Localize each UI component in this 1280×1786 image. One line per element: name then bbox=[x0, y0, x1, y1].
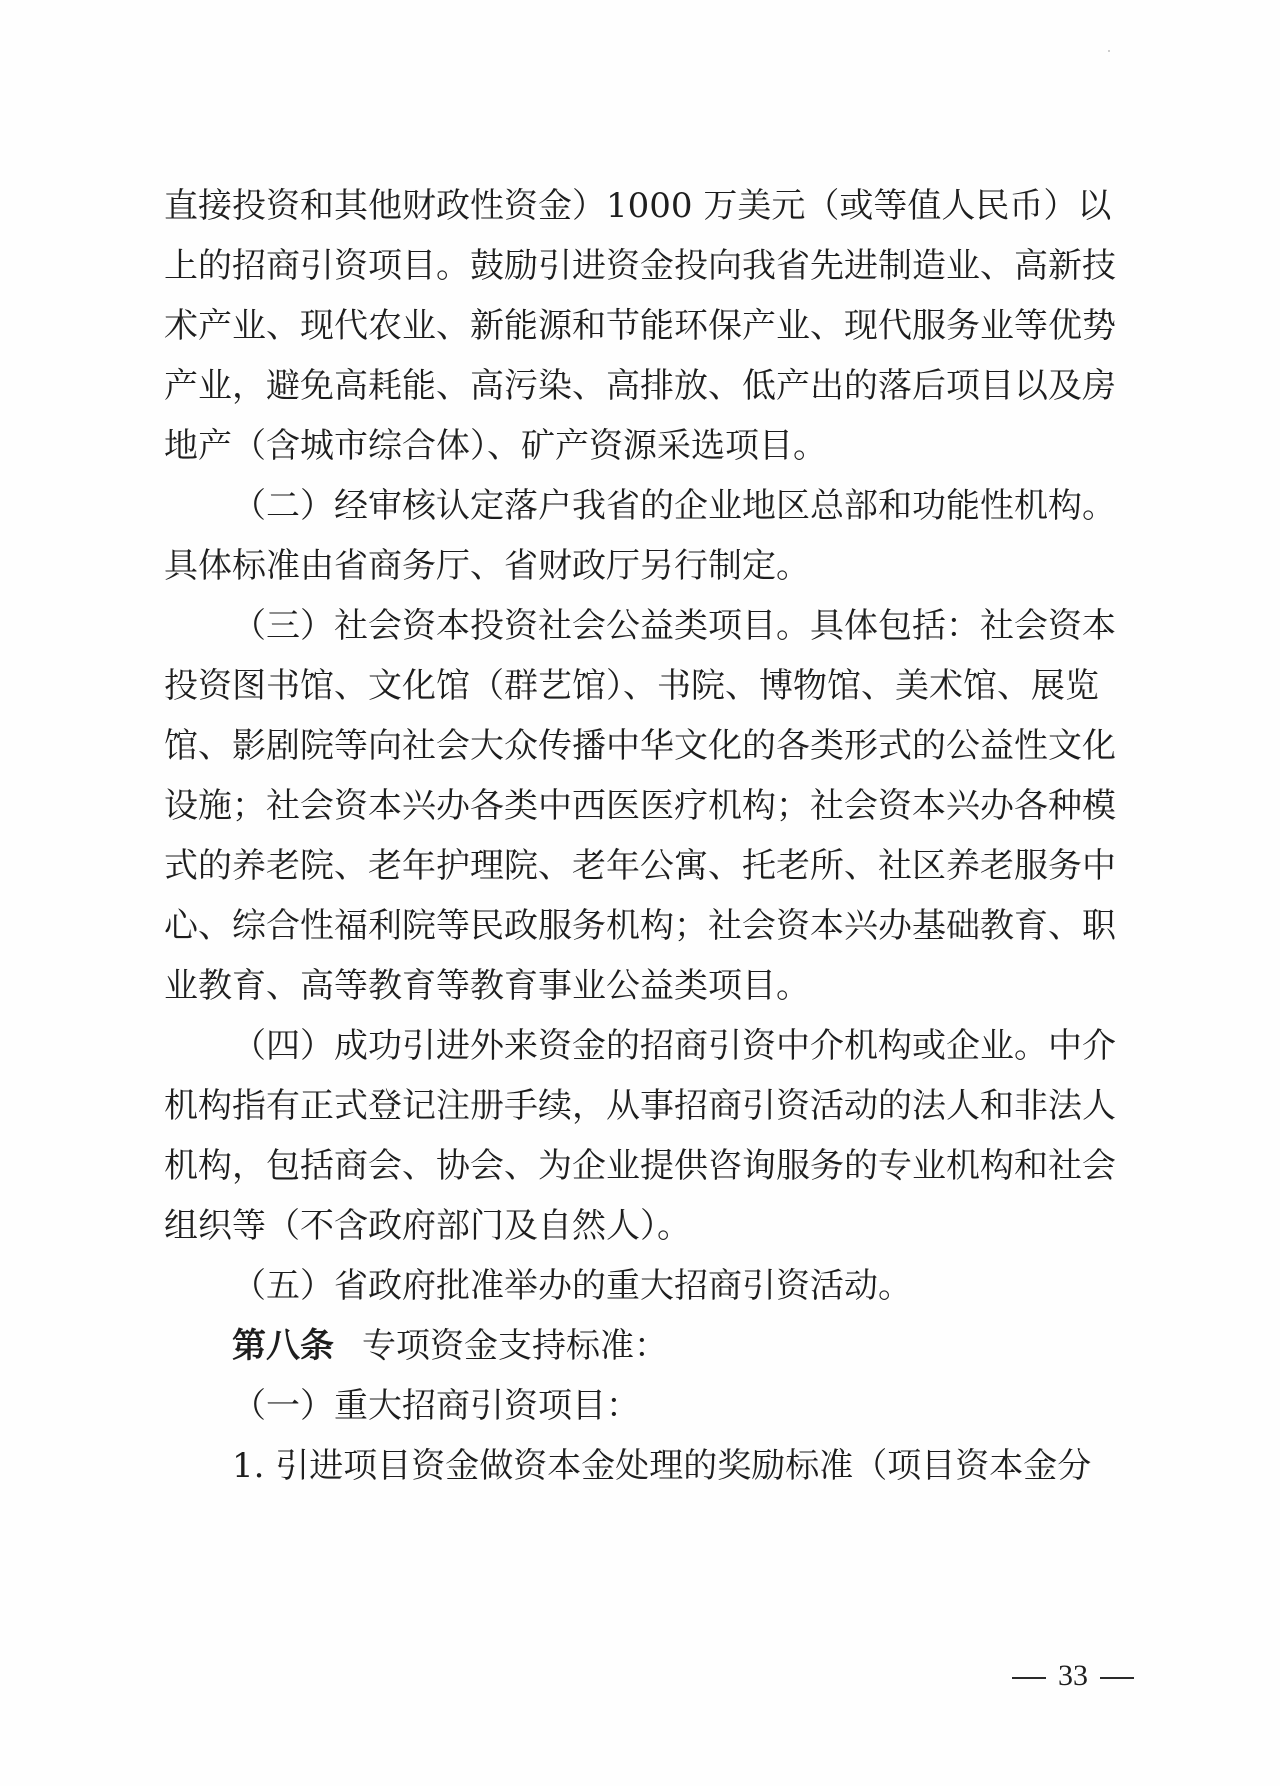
body-line-1: 直接投资和其他财政性资金）1000 万美元（或等值人民币）以 bbox=[164, 186, 1112, 226]
article-heading bbox=[232, 1326, 1076, 1366]
body-line-11: 设施；社会资本兴办各类中西医医疗机构；社会资本兴办各种模 bbox=[164, 786, 1116, 826]
body-line-21: 1. 引进项目资金做资本金处理的奖励标准（项目资本金分 bbox=[232, 1446, 1092, 1486]
body-line-18: 组织等（不含政府部门及自然人）。 bbox=[164, 1206, 691, 1246]
body-line-14: 业教育、高等教育等教育事业公益类项目。 bbox=[164, 966, 810, 1006]
body-line-4: 产业，避免高耗能、高污染、高排放、低产出的落后项目以及房 bbox=[164, 366, 1116, 406]
body-line-8: （三）社会资本投资社会公益类项目。具体包括：社会资本 bbox=[232, 606, 1116, 646]
page-number-right-dash bbox=[1100, 1677, 1134, 1679]
scan-speck bbox=[1108, 50, 1110, 52]
body-line-13: 心、综合性福利院等民政服务机构；社会资本兴办基础教育、职 bbox=[164, 906, 1116, 946]
body-line-3: 术产业、现代农业、新能源和节能环保产业、现代服务业等优势 bbox=[164, 306, 1116, 346]
body-line-16: 机构指有正式登记注册手续，从事招商引资活动的法人和非法人 bbox=[164, 1086, 1116, 1126]
page-number-value: 33 bbox=[1058, 1659, 1088, 1692]
body-line-10: 馆、影剧院等向社会大众传播中华文化的各类形式的公益性文化 bbox=[164, 726, 1116, 766]
page-number-left-dash bbox=[1012, 1677, 1046, 1679]
article-label: 第八条 bbox=[232, 1326, 334, 1366]
body-line-17: 机构，包括商会、协会、为企业提供咨询服务的专业机构和社会 bbox=[164, 1146, 1116, 1186]
body-line-2: 上的招商引资项目。鼓励引进资金投向我省先进制造业、高新技 bbox=[164, 246, 1116, 286]
body-line-6: （二）经审核认定落户我省的企业地区总部和功能性机构。 bbox=[232, 486, 1116, 526]
body-line-5: 地产（含城市综合体）、矿产资源采选项目。 bbox=[164, 426, 827, 466]
body-line-19: （五）省政府批准举办的重大招商引资活动。 bbox=[232, 1266, 912, 1306]
body-line-20: （一）重大招商引资项目： bbox=[232, 1386, 640, 1426]
article-text: 专项资金支持标准： bbox=[362, 1326, 668, 1366]
body-line-12: 式的养老院、老年护理院、老年公寓、托老所、社区养老服务中 bbox=[164, 846, 1116, 886]
page-number bbox=[1000, 1658, 1146, 1694]
body-line-9: 投资图书馆、文化馆（群艺馆）、书院、博物馆、美术馆、展览 bbox=[164, 666, 1099, 706]
body-line-15: （四）成功引进外来资金的招商引资中介机构或企业。中介 bbox=[232, 1026, 1116, 1066]
body-line-7: 具体标准由省商务厅、省财政厅另行制定。 bbox=[164, 546, 810, 586]
